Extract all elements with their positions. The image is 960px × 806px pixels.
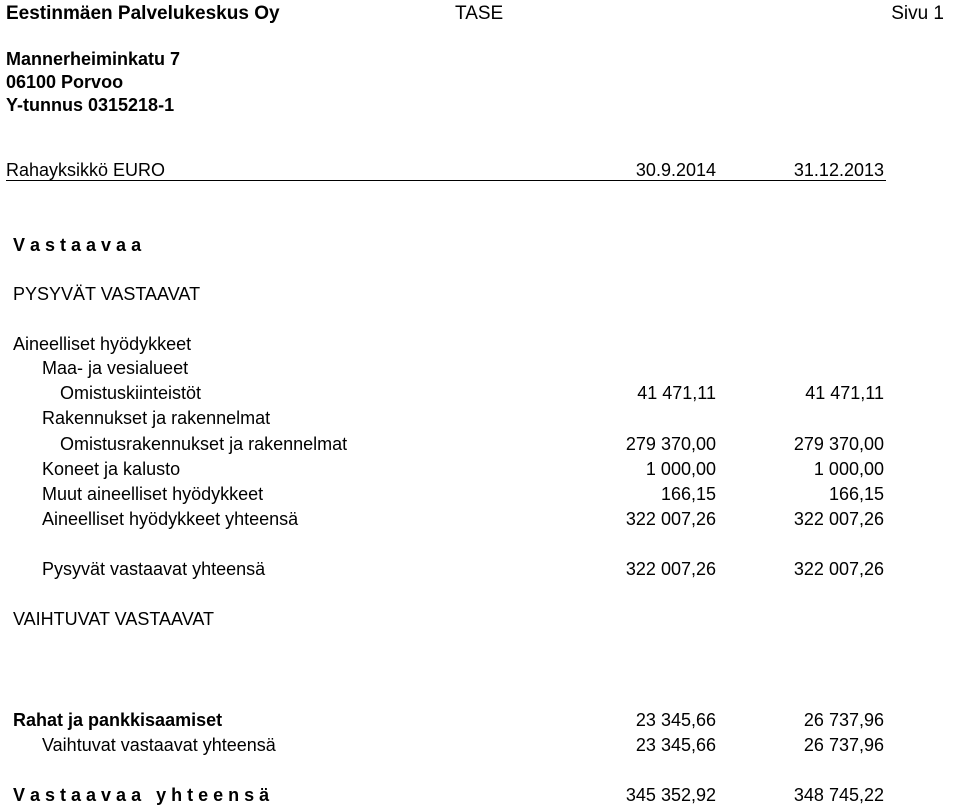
business-id: Y-tunnus 0315218-1 — [6, 95, 175, 115]
fixed-assets-heading: PYSYVÄT VASTAAVAT — [13, 284, 201, 304]
row-value-2: 322 007,26 — [793, 559, 884, 579]
address-line-1: Mannerheiminkatu 7 — [6, 49, 181, 69]
column-header-1: 30.9.2014 — [635, 160, 716, 180]
row-value-1: 279 370,00 — [625, 434, 716, 454]
tangible-assets-heading: Aineelliset hyödykkeet — [13, 334, 192, 354]
row-value-2: 279 370,00 — [793, 434, 884, 454]
row-value-1: 41 471,11 — [637, 383, 716, 403]
column-header-2: 31.12.2013 — [793, 160, 884, 180]
row-label: Omistusrakennukset ja rakennelmat — [60, 434, 348, 454]
row-value-1: 166,15 — [660, 484, 716, 504]
row-label: Maa- ja vesialueet — [42, 358, 189, 378]
row-value-2: 26 737,96 — [803, 735, 884, 755]
row-label: Vaihtuvat vastaavat yhteensä — [42, 735, 276, 755]
assets-total-value-1: 345 352,92 — [625, 785, 716, 805]
row-label: Aineelliset hyödykkeet yhteensä — [42, 509, 299, 529]
assets-total-value-2: 348 745,22 — [793, 785, 884, 805]
row-value-1: 23 345,66 — [635, 710, 716, 730]
row-value-2: 322 007,26 — [793, 509, 884, 529]
row-value-2: 1 000,00 — [813, 459, 884, 479]
address-line-2: 06100 Porvoo — [6, 72, 124, 92]
row-label: Rakennukset ja rakennelmat — [42, 408, 271, 428]
row-label: Rahat ja pankkisaamiset — [13, 710, 223, 730]
row-label: Omistuskiinteistöt — [60, 383, 202, 403]
page-number: Sivu 1 — [891, 3, 944, 24]
header-rule — [6, 180, 886, 181]
row-value-1: 23 345,66 — [635, 735, 716, 755]
row-label: Muut aineelliset hyödykkeet — [42, 484, 264, 504]
row-value-1: 322 007,26 — [625, 559, 716, 579]
row-label: Koneet ja kalusto — [42, 459, 181, 479]
row-value-1: 322 007,26 — [625, 509, 716, 529]
row-value-2: 41 471,11 — [805, 383, 884, 403]
current-assets-heading: VAIHTUVAT VASTAAVAT — [13, 609, 215, 629]
document-title: TASE — [455, 3, 504, 24]
row-label: Pysyvät vastaavat yhteensä — [42, 559, 266, 579]
row-value-2: 26 737,96 — [803, 710, 884, 730]
assets-title: V a s t a a v a a — [13, 235, 142, 255]
assets-total-label: V a s t a a v a a y h t e e n s ä — [13, 785, 270, 805]
company-name: Eestinmäen Palvelukeskus Oy — [6, 3, 280, 24]
row-value-2: 166,15 — [828, 484, 884, 504]
row-value-1: 1 000,00 — [645, 459, 716, 479]
currency-label: Rahayksikkö EURO — [6, 160, 166, 180]
